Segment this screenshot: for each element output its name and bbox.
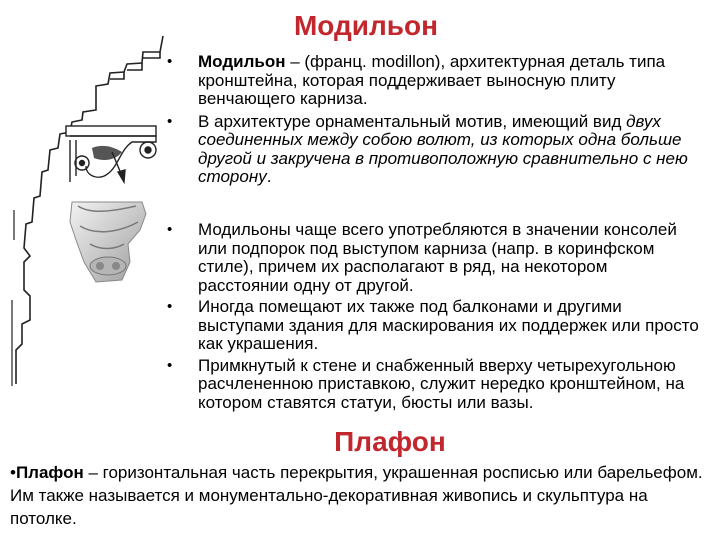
modillion-title: Модильон [293,10,439,41]
illustrations [0,0,170,400]
term-plafond: Плафон [15,463,84,482]
modillion-scroll-bracket-icon [66,126,156,182]
list-item: • Примкнутый к стене и снабженный вверху четырехугольною расчлененною приставкою, служит нередко кронштейном, на котором ставятся статуи, бюсты или вазы. [162,357,702,413]
ornament-italic-text: двух соединенных между собою волют, из которых одна больше другой и закручена в противоположную сравнительно с нею сторону [198,111,688,186]
plafond-title: Плафон [334,426,446,457]
modillion-definition-list [162,53,702,191]
list-item [162,113,702,187]
list-item [162,53,702,109]
list-item: • Иногда помещают их также под балконами и другими выступами здания для маскирования их поддержек или просто как украшения. [162,298,702,354]
term-modillion: Модильон [198,52,286,71]
modillion-usage-list [162,221,702,415]
stone-modillion-photo [70,202,146,282]
definition-text: – (франц. modillon), архитектурная деталь типа кронштейна, которая поддерживает выносную плиту венчающего карниза. [198,52,666,108]
list-item: • Модильоны чаще всего употребляются в значении консолей или подпорок под выступом карниза (напр. в коринфском стиле), причем их располагают в ряд, на некотором расстоянии одну от другой. [162,221,702,295]
ornament-text: В архитектуре орнаментальный мотив, имеющий вид [198,111,627,131]
ornament-tail: . [266,167,272,186]
bullet-glyph: • [10,463,16,482]
plafond-paragraph [10,461,715,530]
plafond-definition: – горизонтальная часть перекрытия, украшенная росписью или барельефом. Им также называется и монументально-декоративная живопись и скульптура на потолке. [10,463,703,528]
